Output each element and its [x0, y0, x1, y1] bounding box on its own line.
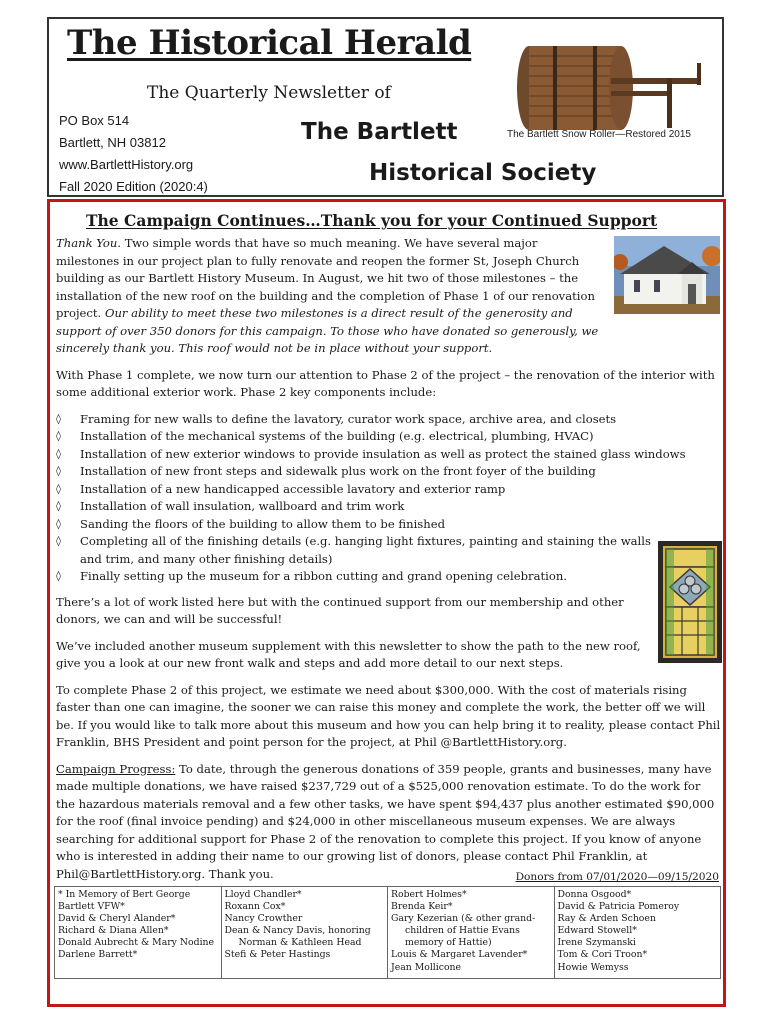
donor-name: Donald Aubrecht & Mary Nodine: [58, 937, 215, 949]
article-headline: The Campaign Continues…Thank you for your Continued Support: [86, 211, 658, 230]
donor-name: Darlene Barrett*: [58, 949, 138, 961]
donor-name: children of Hattie Evans: [405, 925, 520, 937]
donor-name: Jean Mollicone: [391, 961, 462, 973]
donor-column-2: [222, 887, 389, 978]
donor-table: [54, 886, 721, 979]
list-item: ◊ Installation of the mechanical systems of the building (e.g. electrical, plumbing, HVAC): [56, 428, 721, 446]
donor-column-3: [388, 887, 555, 978]
donor-name: * In Memory of Bert George: [58, 889, 191, 900]
photo-caption: The Bartlett Snow Roller—Restored 2015: [507, 129, 691, 140]
donor-name: Gary Kezerian (& other grand-: [391, 913, 536, 925]
diamond-icon: ◊: [56, 448, 61, 460]
donor-column-4: [555, 887, 721, 978]
donor-name: Roxann Cox*: [224, 901, 286, 913]
diamond-icon: ◊: [56, 483, 61, 495]
complete-phase2-paragraph: To complete Phase 2 of this project, we estimate we need about $300,000. With the cost of materials rising faster than one can imagine, the sooner we can raise this money and complete the work, the better off we will be. If you would like to talk more about this museum and how you can help bring it to reality, please contact Phil Franklin, BHS President and point person for the project, at Phil @BartlettHistory.org.: [56, 682, 721, 749]
diamond-icon: ◊: [56, 431, 61, 442]
list-item: ◊ Installation of a new handicapped accessible lavatory and exterior ramp: [56, 481, 721, 499]
city-address: Bartlett, NH 03812: [59, 135, 166, 150]
progress-text: To date, through the generous donations of 359 people, grants and businesses, many have made multiple donations, we have raised $237,729 out of a $525,000 renovation estimate. To do the work for the hazardous materials removal and a few other tasks, we have spent $94,437 plus another estimated $90,000 for the roof (final invoice pending) and $24,000 in other miscellaneous museum expenses. We are always searching for additional support for Phase 2 of the renovation to complete this project. If you know of anyone who is interested in adding their name to our growing list of donors, please contact Phil Franklin, at Phil@BartlettHistory.org. Thank you.: [56, 761, 715, 881]
newsletter-title: The Historical Herald: [67, 23, 472, 63]
donor-name: Dean & Nancy Davis, honoring: [224, 925, 371, 937]
donor-name: Robert Holmes*: [391, 889, 467, 900]
list-item: ◊ Installation of wall insulation, wallboard and trim work: [56, 498, 721, 516]
intro-lead: Thank You.: [56, 236, 122, 250]
donors-heading: Donors from 07/01/2020—09/15/2020: [515, 871, 719, 883]
donor-name: Richard & Diana Allen*: [58, 925, 169, 937]
intro-thanks: Our ability to meet these two milestones is a direct result of the generosity and support of over 350 donors for this campaign. To those who have donated so generously, we sincerely thank you. This roof would not be in place without your support.: [56, 306, 599, 355]
society-name-line2: Historical Society: [369, 160, 597, 186]
list-item: ◊ Installation of new front steps and sidewalk plus work on the front foyer of the building: [56, 463, 721, 481]
donor-name: Louis & Margaret Lavender*: [391, 949, 528, 961]
supplement-paragraph: We’ve included another museum supplement with this newsletter to show the path to the new roof, give you a look at our new front walk and steps and add more detail to our next steps.: [56, 638, 641, 670]
campaign-article: [47, 199, 726, 1007]
donor-name: Tom & Cori Troon*: [557, 949, 648, 961]
diamond-icon: ◊: [56, 501, 61, 512]
donor-name: David & Patricia Pomeroy: [557, 901, 680, 913]
donor-name: Stefi & Peter Hastings: [224, 949, 331, 961]
progress-label: Campaign Progress:: [56, 761, 176, 776]
donor-name: Nancy Crowther: [224, 913, 303, 925]
edition-label: Fall 2020 Edition (2020:4): [59, 179, 208, 194]
intro-paragraph: [56, 235, 604, 358]
donor-name: Norman & Kathleen Head: [238, 937, 362, 949]
donor-name: Howie Wemyss: [557, 961, 629, 973]
donor-name: Bartlett VFW*: [58, 901, 125, 913]
diamond-icon: ◊: [56, 413, 61, 425]
list-item: ◊ Finally setting up the museum for a ribbon cutting and grand opening celebration.: [56, 568, 721, 586]
phase2-paragraph: With Phase 1 complete, we now turn our attention to Phase 2 of the project – the renovation of the interior with some additional exterior work. Phase 2 key components include:: [56, 367, 715, 399]
donor-name: Ray & Arden Schoen: [557, 913, 656, 925]
list-item: ◊ Installation of new exterior windows to provide insulation as well as protect the stained glass windows: [56, 446, 721, 464]
lots-of-work-paragraph: There’s a lot of work listed here but with the continued support from our membership and other donors, we can and will be successful!: [56, 594, 624, 626]
list-item: ◊ Sanding the floors of the building to allow them to be finished: [56, 516, 721, 534]
newsletter-subtitle: The Quarterly Newsletter of: [147, 83, 391, 103]
diamond-icon: ◊: [56, 466, 61, 477]
donor-column-1: [55, 887, 222, 978]
diamond-icon: ◊: [56, 571, 61, 582]
snow-roller-photo: [511, 33, 711, 143]
donor-name: Irene Szymanski: [557, 937, 636, 949]
phase2-list: [56, 411, 721, 586]
website-link[interactable]: www.BartlettHistory.org: [59, 157, 194, 172]
masthead: [47, 17, 724, 197]
po-box: PO Box 514: [59, 113, 130, 128]
society-name-line1: The Bartlett: [301, 119, 458, 145]
diamond-icon: ◊: [56, 536, 61, 547]
donor-name: memory of Hattie): [405, 937, 492, 949]
list-item: ◊ Framing for new walls to define the lavatory, curator work space, archive area, and closets: [56, 411, 721, 429]
progress-paragraph: [56, 761, 721, 884]
article-body: [56, 235, 721, 892]
donor-name: Lloyd Chandler*: [224, 889, 302, 900]
donor-name: Edward Stowell*: [557, 925, 637, 937]
diamond-icon: ◊: [56, 518, 61, 530]
donor-name: David & Cheryl Alander*: [58, 913, 176, 925]
donor-name: Donna Osgood*: [557, 889, 632, 900]
list-item: ◊ Completing all of the finishing details (e.g. hanging light fixtures, painting and staining the walls and trim, and many other finishing details): [56, 534, 651, 566]
intro-text: Two simple words that have so much meaning. We have several major milestones in our project plan to fully renovate and reopen the former St, Joseph Church building as our Bartlett History Museum. In August, we hit two of those milestones – the installation of the new roof on the building and the completion of Phase 1 of our renovation project.: [56, 236, 595, 320]
donor-name: Brenda Keir*: [391, 901, 453, 913]
